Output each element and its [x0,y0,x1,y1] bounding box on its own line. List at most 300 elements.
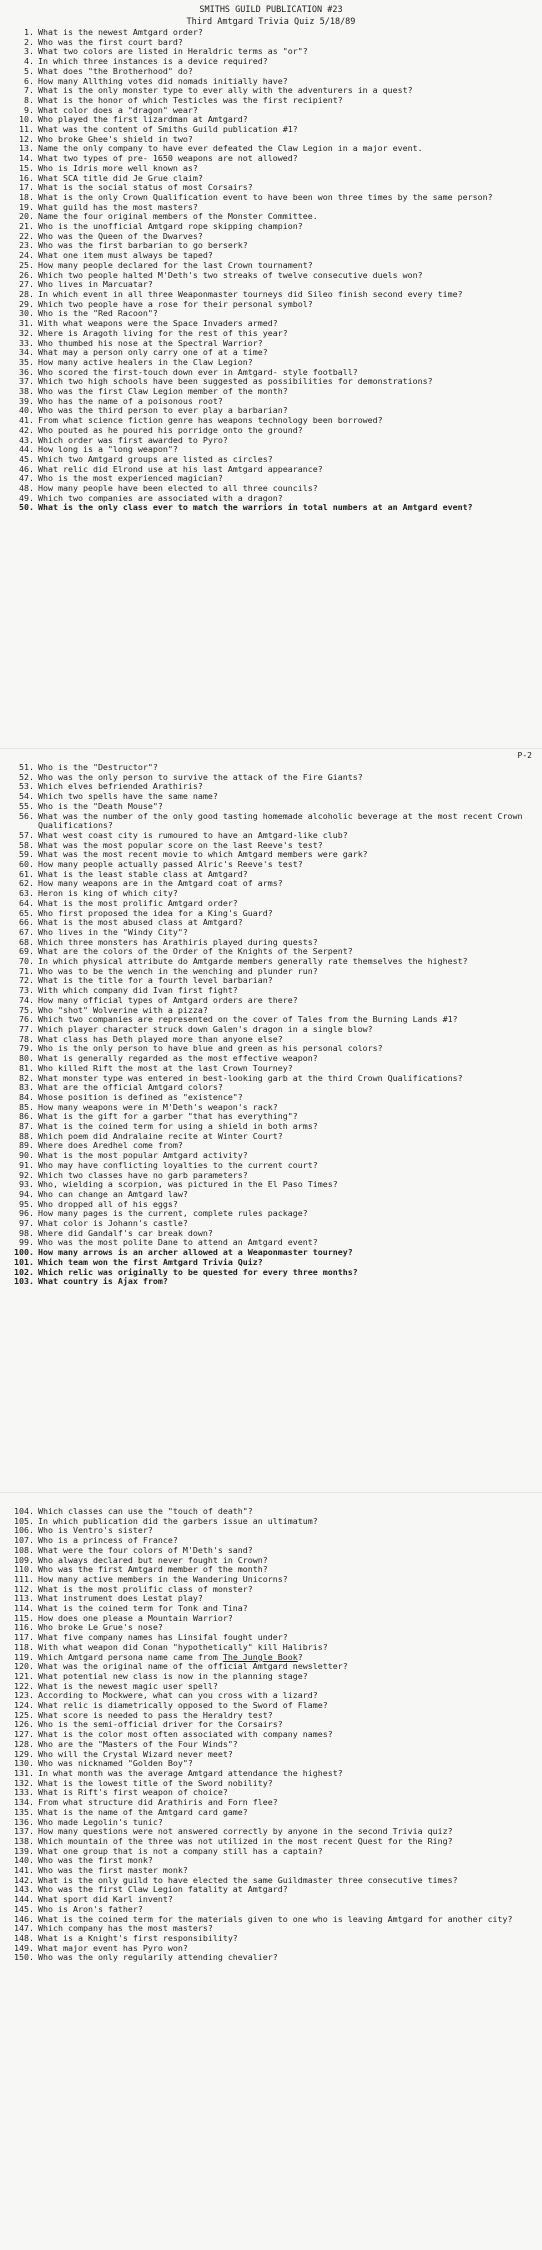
question-text: How many weapons were in M'Deth's weapon's rack? [38,1101,278,1112]
question-item [6,1953,536,1963]
question-number: 80. [19,1053,34,1064]
question-text: Who is Ventro's sister? [38,1525,153,1536]
question-number: 72. [19,975,34,986]
question-text: What is the social status of most Corsairs? [38,182,253,193]
question-number: 107. [14,1535,34,1546]
question-number: 145. [14,1903,34,1914]
question-number: 25. [19,259,34,270]
question-text: Who was the first court bard? [38,36,183,47]
question-text: What score is needed to pass the Heraldry test? [38,1709,273,1720]
question-text-part: ? [297,1651,303,1662]
question-number: 132. [14,1777,34,1788]
question-text: Who was the first Amtgard member of the month? [38,1564,268,1575]
question-text: What is the only guild to have elected the same Guildmaster three consecutive times? [38,1874,458,1885]
question-text: Where is Aragoth living for the rest of this year? [38,327,288,338]
question-text: What color is Johann's castle? [38,1218,188,1229]
question-number: 1. [24,27,34,37]
question-number: 148. [14,1932,34,1943]
question-number: 52. [19,771,34,782]
question-number: 37. [19,376,34,387]
question-text: What two colors are listed in Heraldric terms as "or"? [38,46,308,57]
question-text: What is the newest Amtgard order? [38,27,203,37]
question-text: Who is the "Destructor"? [38,762,158,772]
question-text: What two types of pre- 1650 weapons are not allowed? [38,153,298,164]
question-text: According to Mockwere, what can you cross with a lizard? [38,1690,318,1701]
question-number: 56. [19,810,34,821]
question-number: 42. [19,424,34,435]
question-text: What may a person only carry one of at a time? [38,347,268,358]
question-number: 68. [19,936,34,947]
question-text: Who played the first lizardman at Amtgard? [38,114,248,125]
question-number: 7. [24,85,34,96]
question-text: What is Rift's first weapon of choice? [38,1787,228,1798]
quiz-subtitle: Third Amtgard Trivia Quiz 5/18/89 [186,17,356,27]
question-text: Who is the semi-official driver for the Corsairs? [38,1719,283,1730]
question-number: 53. [19,781,34,792]
question-text: Who is the "Red Racoon"? [38,308,158,319]
question-number: 96. [19,1208,34,1219]
question-number: 112. [14,1583,34,1594]
question-text: Which two Amtgard groups are listed as circles? [38,453,273,464]
question-number: 44. [19,444,34,455]
question-number: 110. [14,1564,34,1575]
question-number: 146. [14,1913,34,1924]
question-text: Who "shot" Wolverine with a pizza? [38,1004,208,1015]
question-text: What are the colors of the Order of the Knights of the Serpent? [38,946,353,957]
question-text: What were the four colors of M'Deth's sand? [38,1544,253,1555]
question-text: Who is Aron's father? [38,1903,143,1914]
question-number: 109. [14,1554,34,1565]
question-text: What is generally regarded as the most effective weapon? [38,1053,318,1064]
question-number: 147. [14,1923,34,1934]
question-number: 133. [14,1787,34,1798]
question-text: How many active healers in the Claw Legion? [38,356,253,367]
question-number: 114. [14,1603,34,1614]
question-number: 128. [14,1738,34,1749]
question-text: How does one please a Mountain Warrior? [38,1612,233,1623]
question-text: What is the most prolific class of monster? [38,1583,253,1594]
question-number: 55. [19,800,34,811]
question-text: Heron is king of which city? [38,888,178,899]
question-number: 142. [14,1874,34,1885]
question-number: 136. [14,1816,34,1827]
question-text: Which two people halted M'Deth's two streaks of twelve consecutive duels won? [38,269,423,280]
question-number: 46. [19,463,34,474]
question-text: How many Allthing votes did nomads initially have? [38,75,288,86]
question-text: Which two people have a rose for their personal symbol? [38,298,313,309]
question-number: 115. [14,1612,34,1623]
question-text: What is the gift for a garber "that has everything"? [38,1111,298,1122]
question-text: What was the most recent movie to which Amtgard members were gark? [38,849,368,860]
question-number: 116. [14,1622,34,1633]
question-number: 27. [19,279,34,290]
question-text: What is the least stable class at Amtgard? [38,868,248,879]
document-header [6,0,536,28]
question-text: Which mountain of the three was not utilized in the most recent Quest for the Ring? [38,1835,453,1846]
question-item [6,812,536,831]
question-number: 12. [19,133,34,144]
question-number: 34. [19,347,34,358]
question-text: Who thumbed his nose at the Spectral Warrior? [38,337,263,348]
question-number: 63. [19,888,34,899]
question-list-page-1 [6,28,536,513]
question-text: Who lives in the "Windy City"? [38,926,188,937]
question-text: Which elves befriended Arathiris? [38,781,203,792]
question-number: 102. [14,1266,34,1277]
question-number: 105. [14,1515,34,1526]
question-text: Who killed Rift the most at the last Crown Tourney? [38,1062,293,1073]
question-number: 127. [14,1729,34,1740]
question-number: 57. [19,829,34,840]
question-text: Who is the unofficial Amtgard rope skipping champion? [38,221,303,232]
question-number: 11. [19,124,34,135]
question-text: Which company has the most masters? [38,1923,213,1934]
question-text: Who was the third person to ever play a barbarian? [38,405,288,416]
question-text: How many people actually passed Alric's Reeve's test? [38,859,303,870]
question-text: From what science fiction genre has weapons technology been borrowed? [38,415,383,426]
question-text: What was the number of the only good tasting homemade alcoholic beverage at the most recent Crown Qualifications? [38,810,523,831]
question-number: 82. [19,1072,34,1083]
question-text: What is the only class ever to match the warriors in total numbers at an Amtgard event? [38,502,473,513]
question-number: 9. [24,104,34,115]
question-text: What does "the Brotherhood" do? [38,65,193,76]
question-text: Which poem did Andralaine recite at Winter Court? [38,1130,283,1141]
question-text: Who was to be the wench in the wenching and plunder run? [38,965,318,976]
question-text: Which three monsters has Arathiris played during quests? [38,936,318,947]
question-text: Who is the "Death Mouse"? [38,800,163,811]
question-number: 69. [19,946,34,957]
page-1 [0,0,542,748]
question-number: 4. [24,56,34,67]
question-number: 78. [19,1033,34,1044]
question-text: What west coast city is rumoured to have an Amtgard-like club? [38,829,348,840]
question-number: 126. [14,1719,34,1730]
question-number: 81. [19,1062,34,1073]
question-text: Which two high schools have been suggested as possibilities for demonstrations? [38,376,433,387]
question-number: 13. [19,143,34,154]
question-number: 149. [14,1942,34,1953]
question-text: What is the coined term for the materials given to one who is leaving Amtgard for another city? [38,1913,513,1924]
question-text: What is the coined term for Tonk and Tina? [38,1603,248,1614]
question-number: 6. [24,75,34,86]
question-number: 38. [19,386,34,397]
question-text: What was the original name of the official Amtgard newsletter? [38,1661,348,1672]
question-text: Who pouted as he poured his porridge onto the ground? [38,424,303,435]
page-number-mark: P-2 [517,751,532,760]
question-text: Who was the most polite Dane to attend an Amtgard event? [38,1237,318,1248]
question-number: 98. [19,1227,34,1238]
question-number: 18. [19,191,34,202]
question-number: 21. [19,221,34,232]
question-number: 122. [14,1680,34,1691]
question-number: 92. [19,1169,34,1180]
question-number: 131. [14,1767,34,1778]
question-number: 17. [19,182,34,193]
question-number: 99. [19,1237,34,1248]
question-text: Whose position is defined as "existence"? [38,1091,243,1102]
question-text: What relic did Elrond use at his last Amtgard appearance? [38,463,323,474]
question-text: What is the only monster type to ever ally with the adventurers in a quest? [38,85,413,96]
question-text: How many people declared for the last Crown tournament? [38,259,313,270]
question-text: In which publication did the garbers issue an ultimatum? [38,1515,318,1526]
question-text: Who are the "Masters of the Four Winds"? [38,1738,238,1749]
question-number: 84. [19,1091,34,1102]
question-number: 22. [19,230,34,241]
question-number: 140. [14,1855,34,1866]
question-text: What SCA title did Je Grue claim? [38,172,203,183]
question-number: 61. [19,868,34,879]
question-text: What is the honor of which Testicles was the first recipient? [38,94,343,105]
page-3 [0,1492,542,2250]
question-text: Who is the only person to have blue and green as his personal colors? [38,1043,383,1054]
question-text: Who was the only regularily attending chevalier? [38,1952,278,1963]
question-number: 8. [24,94,34,105]
question-number: 130. [14,1758,34,1769]
question-text: Who made Legolin's tunic? [38,1816,163,1827]
question-text: Who was nicknamed "Golden Boy"? [38,1758,193,1769]
question-number: 45. [19,453,34,464]
question-text: What major event has Pyro won? [38,1942,188,1953]
question-number: 111. [14,1573,34,1584]
question-number: 64. [19,897,34,908]
question-text: What five company names has Linsifal fought under? [38,1632,288,1643]
question-text: How many arrows is an archer allowed at a Weaponmaster tourney? [38,1247,353,1258]
question-text: Who has the name of a poisonous root? [38,395,223,406]
question-text: Who was the Queen of the Dwarves? [38,230,203,241]
question-text: Who was the first master monk? [38,1865,188,1876]
question-text: What potential new class is now in the planning stage? [38,1670,308,1681]
question-text: With what weapon did Conan "hypothetically" kill Halibris? [38,1641,328,1652]
question-number: 93. [19,1179,34,1190]
question-list-page-3 [6,1493,536,1963]
question-number: 51. [19,762,34,772]
question-number: 73. [19,985,34,996]
question-text: Which two classes have no garb parameters? [38,1169,248,1180]
question-text: What is the most popular Amtgard activity? [38,1150,248,1161]
question-text: What class has Deth played more than anyone else? [38,1033,283,1044]
question-text: Who broke Ghee's shield in two? [38,133,193,144]
question-text: How many weapons are in the Amtgard coat of arms? [38,878,283,889]
question-text: How long is a "long weapon"? [38,444,178,455]
question-number: 59. [19,849,34,860]
question-text: What sport did Karl invent? [38,1894,173,1905]
question-number: 14. [19,153,34,164]
question-text: With which company did Ivan first fight? [38,985,238,996]
question-text: Who is a princess of France? [38,1535,178,1546]
question-number: 67. [19,926,34,937]
question-number: 100. [14,1247,34,1258]
question-number: 29. [19,298,34,309]
question-number: 66. [19,917,34,928]
question-text: Who was the only person to survive the attack of the Fire Giants? [38,771,363,782]
question-text: Who can change an Amtgard law? [38,1188,188,1199]
question-text: Who may have conflicting loyalties to the current court? [38,1159,318,1170]
question-number: 138. [14,1835,34,1846]
question-text: What was the most popular score on the last Reeve's test? [38,839,323,850]
question-text: What country is Ajax from? [38,1276,168,1287]
question-number: 86. [19,1111,34,1122]
question-text: How many active members in the Wandering Unicorns? [38,1573,288,1584]
question-number: 43. [19,434,34,445]
question-text: What one item must always be taped? [38,250,213,261]
question-text: What are the official Amtgard colors? [38,1082,223,1093]
question-number: 101. [14,1256,34,1267]
question-number: 123. [14,1690,34,1701]
question-text: Which relic was originally to be quested for every three months? [38,1266,358,1277]
question-number: 62. [19,878,34,889]
question-number: 10. [19,114,34,125]
question-text: Who was the first barbarian to go berserk? [38,240,248,251]
question-text: What instrument does Lestat play? [38,1593,203,1604]
question-text: Who dropped all of his eggs? [38,1198,178,1209]
question-item [6,503,536,513]
question-number: 23. [19,240,34,251]
question-number: 28. [19,288,34,299]
question-text: Who is the most experienced magician? [38,473,223,484]
question-number: 39. [19,395,34,406]
question-number: 20. [19,211,34,222]
question-text: Which team won the first Amtgard Trivia Quiz? [38,1256,263,1267]
question-number: 65. [19,907,34,918]
question-number: 106. [14,1525,34,1536]
question-number: 94. [19,1188,34,1199]
question-text: How many questions were not answered correctly by anyone in the second Trivia quiz? [38,1826,453,1837]
question-number: 119. [14,1651,34,1662]
question-number: 71. [19,965,34,976]
question-text: Who broke Le Grue's nose? [38,1622,163,1633]
question-number: 74. [19,994,34,1005]
question-number: 85. [19,1101,34,1112]
question-text: What color does a "dragon" wear? [38,104,198,115]
question-text: What is the color most often associated with company names? [38,1729,333,1740]
question-text: Who scored the first-touch down ever in Amtgard- style football? [38,366,358,377]
question-number: 41. [19,415,34,426]
question-text: In what month was the average Amtgard attendance the highest? [38,1767,343,1778]
question-number: 70. [19,956,34,967]
question-text: What relic is diametrically opposed to the Sword of Flame? [38,1700,328,1711]
question-number: 31. [19,318,34,329]
question-text: Who, wielding a scorpion, was pictured in the El Paso Times? [38,1179,338,1190]
question-text: What is the lowest title of the Sword nobility? [38,1777,273,1788]
question-number: 104. [14,1506,34,1516]
question-text: What is the newest magic user spell? [38,1680,218,1691]
question-number: 118. [14,1641,34,1652]
question-number: 97. [19,1218,34,1229]
question-number: 79. [19,1043,34,1054]
question-number: 134. [14,1797,34,1808]
question-number: 139. [14,1845,34,1856]
question-text: Who lives in Marcuatar? [38,279,153,290]
question-number: 135. [14,1806,34,1817]
question-number: 125. [14,1709,34,1720]
question-number: 24. [19,250,34,261]
question-number: 90. [19,1150,34,1161]
question-number: 137. [14,1826,34,1837]
question-number: 60. [19,859,34,870]
question-text: Who is Idris more well known as? [38,162,198,173]
question-text: Which two companies are associated with a dragon? [38,492,283,503]
question-text: Who was the first Claw Legion member of the month? [38,386,288,397]
question-number: 48. [19,483,34,494]
question-number: 150. [14,1952,34,1963]
question-number: 83. [19,1082,34,1093]
question-number: 108. [14,1544,34,1555]
question-number: 113. [14,1593,34,1604]
question-number: 103. [14,1276,34,1287]
question-number: 141. [14,1865,34,1876]
question-text: What is a Knight's first responsibility? [38,1932,238,1943]
question-number: 76. [19,1014,34,1025]
question-text: Name the only company to have ever defeated the Claw Legion in a major event. [38,143,423,154]
question-number: 40. [19,405,34,416]
question-text: Who was the first monk? [38,1855,153,1866]
question-text: Which two spells have the same name? [38,791,218,802]
question-number: 144. [14,1894,34,1905]
question-number: 89. [19,1140,34,1151]
question-text: How many people have been elected to all three councils? [38,483,318,494]
question-list-page-2 [6,749,536,1287]
question-text: Where does Aredhel come from? [38,1140,183,1151]
question-number: 16. [19,172,34,183]
question-text: What monster type was entered in best-looking garb at the third Crown Qualifications? [38,1072,463,1083]
question-text: What is the name of the Amtgard card game? [38,1806,248,1817]
question-text: Which player character struck down Galen's dragon in a single blow? [38,1023,373,1034]
question-number: 121. [14,1670,34,1681]
question-number: 50. [19,502,34,513]
question-text: What guild has the most masters? [38,201,198,212]
question-number: 95. [19,1198,34,1209]
question-number: 33. [19,337,34,348]
question-number: 87. [19,1121,34,1132]
question-text: Who always declared but never fought in Crown? [38,1554,268,1565]
underlined-title: The Jungle Book [222,1651,298,1662]
question-text: How many official types of Amtgard orders are there? [38,994,298,1005]
question-text: What is the title for a fourth level barbarian? [38,975,273,986]
question-number: 77. [19,1023,34,1034]
question-number: 5. [24,65,34,76]
question-text: Who will the Crystal Wizard never meet? [38,1748,233,1759]
question-number: 19. [19,201,34,212]
question-number: 15. [19,162,34,173]
question-number: 75. [19,1004,34,1015]
question-text: In which three instances is a device required? [38,56,268,67]
question-number: 2. [24,36,34,47]
question-number: 47. [19,473,34,484]
question-text: What is the most abused class at Amtgard? [38,917,243,928]
question-text: In which event in all three Weaponmaster tourneys did Sileo finish second every time? [38,288,463,299]
question-text: What one group that is not a company still has a captain? [38,1845,323,1856]
question-number: 36. [19,366,34,377]
question-text: Who was the first Claw Legion fatality at Amtgard? [38,1884,288,1895]
question-item [6,1277,536,1287]
page-2 [0,748,542,1492]
question-text: Name the four original members of the Monster Committee. [38,211,318,222]
question-text: How many pages is the current, complete rules package? [38,1208,308,1219]
question-text: With what weapons were the Space Invaders armed? [38,318,278,329]
question-text: What is the only Crown Qualification event to have been won three times by the same person? [38,191,493,202]
question-text: Which two companies are represented on the cover of Tales from the Burning Lands #1? [38,1014,458,1025]
question-number: 58. [19,839,34,850]
question-number: 117. [14,1632,34,1643]
question-number: 35. [19,356,34,367]
question-number: 129. [14,1748,34,1759]
question-text: Who first proposed the idea for a King's Guard? [38,907,273,918]
publication-title: SMITHS GUILD PUBLICATION #23 [199,5,343,15]
question-text: In which physical attribute do Amtgarde members generally rate themselves the highest? [38,956,468,967]
question-text: What was the content of Smiths Guild publication #1? [38,124,298,135]
question-number: 143. [14,1884,34,1895]
question-number: 32. [19,327,34,338]
